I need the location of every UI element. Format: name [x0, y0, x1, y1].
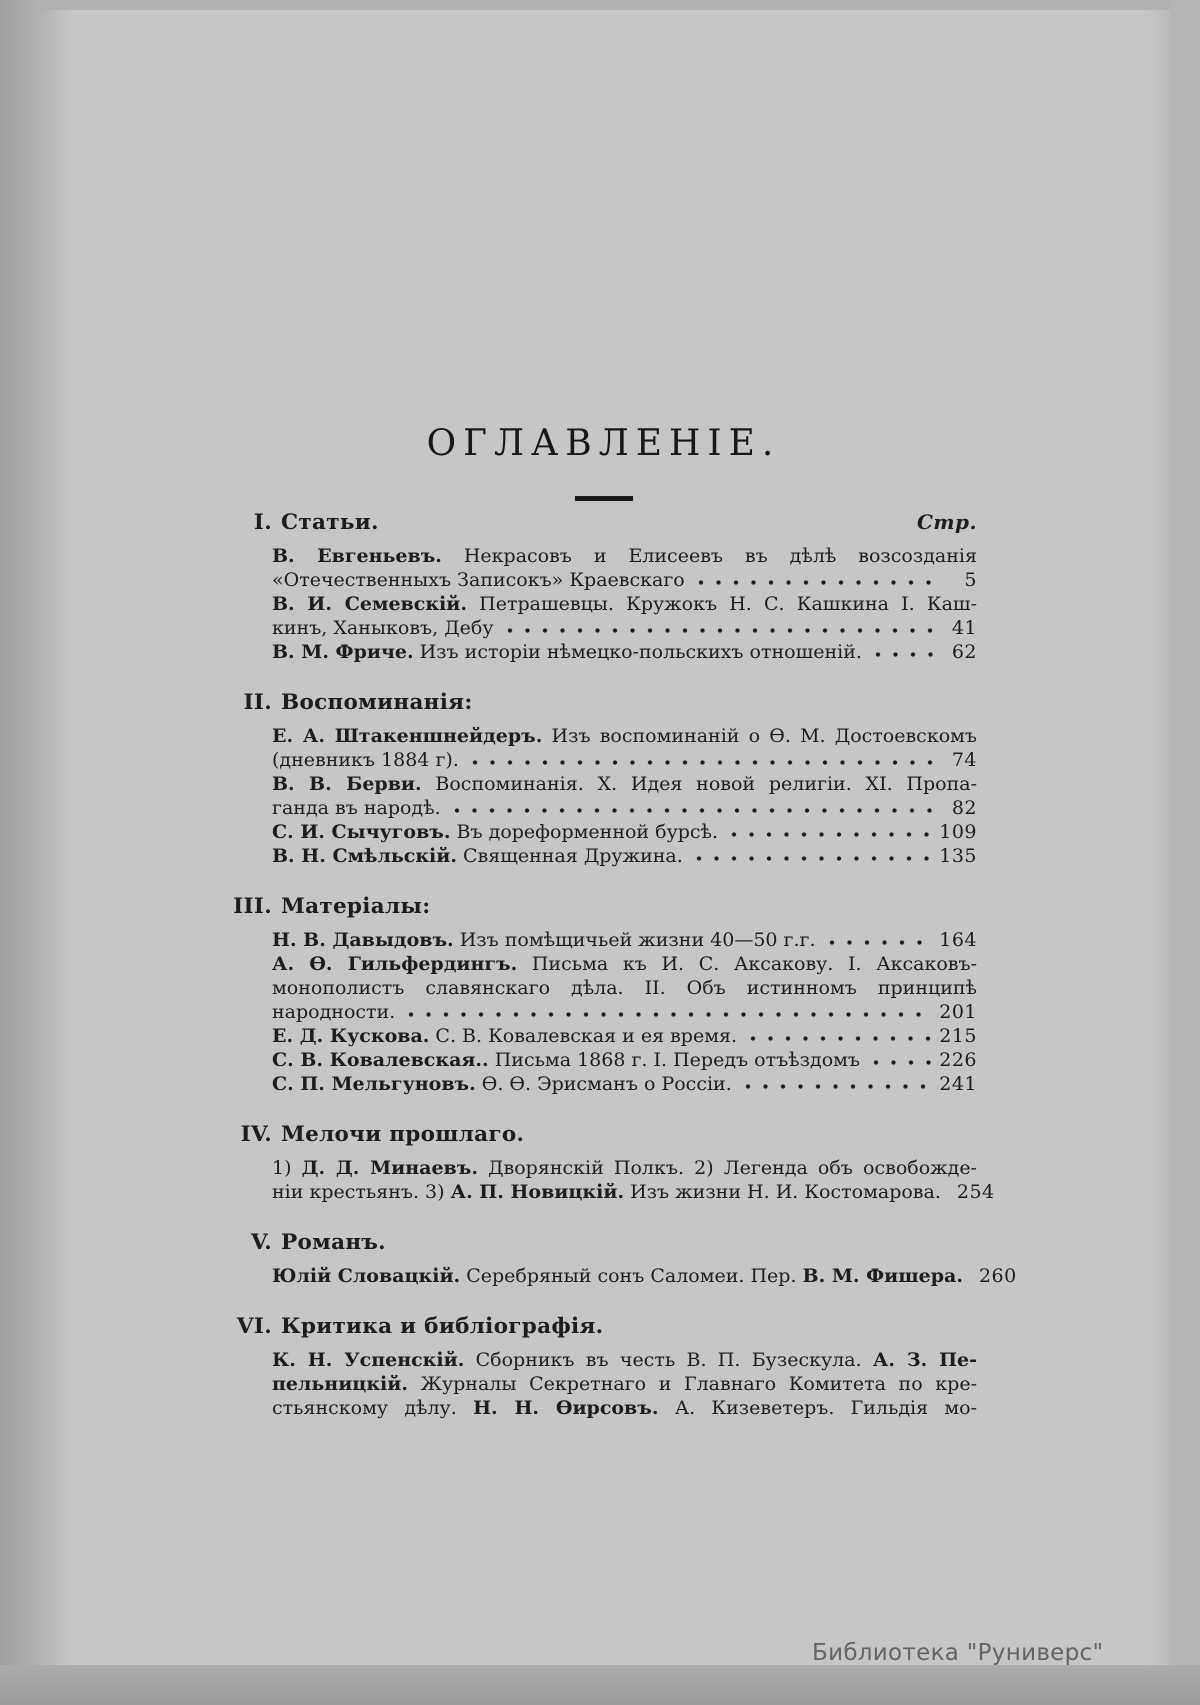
toc-line-text	[272, 1349, 977, 1371]
entry-text: монополистъ славянскаго дѣла. II. Объ истинномъ принципѣ	[272, 977, 977, 999]
author-name: Н. В. Давыдовъ.	[272, 929, 454, 951]
author-name: В. Н. Смѣльскій.	[272, 845, 457, 867]
section-label: Матеріалы:	[281, 894, 431, 919]
entry-text: Дворянскій Полкъ. 2) Легенда объ освобожде-	[477, 1157, 977, 1179]
page-number: 74	[951, 749, 977, 771]
toc-section	[230, 509, 977, 664]
leader-dots	[403, 1005, 931, 1018]
paper-right-shadow	[1148, 10, 1170, 1665]
section-label: Статьи.	[281, 510, 379, 535]
toc-line	[272, 1180, 995, 1204]
library-watermark: Библиотека "Руниверс"	[812, 1640, 1104, 1666]
leader-dots	[870, 645, 933, 658]
toc-line	[272, 640, 977, 664]
leader-dots	[745, 1029, 931, 1042]
entry-text: Изъ помѣщичьей жизни 40—50 г.г.	[453, 929, 816, 951]
leader-dots	[740, 1077, 931, 1090]
scan-edge-top	[0, 0, 1200, 10]
leader-dots	[449, 801, 933, 814]
author-name: пельницкій.	[272, 1373, 408, 1395]
leader-dots	[691, 849, 931, 862]
author-name: К. Н. Успенскій.	[272, 1349, 465, 1371]
toc-line	[272, 1048, 977, 1072]
page-content	[230, 10, 1017, 1420]
toc-section	[230, 893, 977, 1096]
toc-line-text	[272, 928, 816, 952]
author-name: С. П. Мельгуновъ.	[272, 1073, 476, 1095]
section-entries	[230, 1348, 977, 1420]
section-entries	[230, 1264, 1017, 1288]
author-name: С. В. Ковалевская..	[272, 1049, 489, 1071]
page-number: 109	[939, 821, 977, 843]
toc-line	[272, 796, 977, 820]
toc-line	[272, 928, 977, 952]
entry-text: Священная Дружина.	[456, 845, 683, 867]
author-name: А. П. Новицкій.	[450, 1181, 625, 1203]
toc-line-text	[272, 593, 977, 615]
toc-line	[272, 568, 977, 592]
entry-text: С. В. Ковалевская и ея время.	[429, 1025, 738, 1047]
toc-line-text	[272, 1048, 860, 1072]
entry-text: Петрашевцы. Кружокъ Н. С. Кашкина І. Каш-	[466, 593, 977, 615]
entry-text: (дневникъ 1884 г).	[272, 749, 459, 771]
leader-dots	[467, 753, 933, 766]
page-number: 260	[978, 1265, 1017, 1287]
scan-edge-right	[1170, 0, 1200, 1705]
entry-text: 1)	[272, 1157, 302, 1179]
toc-line	[272, 616, 977, 640]
leader-dots	[693, 573, 933, 586]
entry-text: Ѳ. Ѳ. Эрисманъ о Россіи.	[475, 1073, 732, 1095]
page-number: 41	[951, 617, 977, 639]
leader-dots	[502, 621, 934, 634]
toc-line-text	[272, 820, 718, 844]
author-name: С. И. Сычуговъ.	[272, 821, 451, 843]
toc-line-text	[272, 640, 862, 664]
section-heading	[230, 1121, 977, 1148]
section-numeral: IV.	[240, 1122, 272, 1147]
scan-edge-left	[0, 0, 38, 1705]
author-name: Д. Д. Минаевъ.	[301, 1157, 478, 1179]
page-number: 82	[951, 797, 977, 819]
section-entries	[230, 928, 977, 1096]
page-number: 135	[939, 845, 977, 867]
toc-line	[272, 1072, 977, 1096]
toc-line	[272, 844, 977, 868]
scan-edge-bottom	[0, 1665, 1200, 1705]
toc-section	[230, 689, 977, 868]
toc-line-text	[272, 748, 459, 772]
section-numeral: III.	[233, 894, 272, 919]
toc-line-text	[272, 977, 977, 999]
table-of-contents	[230, 509, 1017, 1420]
author-name: Е. Д. Кускова.	[272, 1025, 430, 1047]
toc-line	[272, 976, 977, 1000]
entry-text: Письма къ И. С. Аксакову. І. Аксаковъ-	[517, 953, 977, 975]
entry-text: Изъ воспоминаній о Ѳ. М. Достоевскомъ	[542, 725, 977, 747]
entry-text: Воспоминанія. X. Идея новой религіи. XI. Пропа-	[421, 773, 977, 795]
toc-line-text	[272, 773, 977, 795]
page-number: 201	[939, 1001, 977, 1023]
author-name: Н. Н. Ѳирсовъ.	[473, 1397, 659, 1419]
section-numeral: VI.	[236, 1314, 272, 1339]
toc-line	[272, 1348, 977, 1372]
entry-text: Сборникъ въ честь В. П. Бузескула.	[464, 1349, 873, 1371]
toc-line	[272, 544, 977, 568]
entry-text: ніи крестьянъ. 3)	[272, 1181, 451, 1203]
toc-line	[272, 1372, 977, 1396]
page-column-header: Стр.	[916, 510, 977, 534]
section-entries	[230, 724, 977, 868]
toc-line-text	[272, 1024, 737, 1048]
section-label: Романъ.	[281, 1230, 386, 1255]
section-heading	[230, 1313, 977, 1340]
toc-line	[272, 772, 977, 796]
entry-text: Журналы Секретнаго и Главнаго Комитета по кре-	[407, 1373, 977, 1395]
section-heading	[230, 893, 977, 920]
entry-text: Письма 1868 г. І. Передъ отъѣздомъ	[488, 1049, 860, 1071]
leader-dots	[824, 933, 932, 946]
author-name: В. В. Берви.	[272, 773, 422, 795]
toc-line	[272, 748, 977, 772]
toc-line-text	[272, 616, 494, 640]
toc-line-text	[272, 1157, 977, 1179]
paper-left-shadow	[38, 10, 72, 1665]
section-label: Воспоминанія:	[281, 690, 473, 715]
entry-text: «Отечественныхъ Записокъ» Краевскаго	[272, 569, 685, 591]
toc-line-text	[272, 568, 685, 592]
author-name: В. Евгеньевъ.	[272, 545, 442, 567]
toc-line	[272, 1396, 977, 1420]
toc-line-text	[272, 1264, 963, 1288]
toc-line	[272, 1024, 977, 1048]
author-name: В. М. Фишера.	[802, 1265, 963, 1287]
toc-line-text	[272, 1000, 395, 1024]
entry-text: Изъ жизни Н. И. Костомарова.	[624, 1181, 941, 1203]
page-number: 254	[956, 1181, 995, 1203]
toc-line-text	[272, 1373, 977, 1395]
entry-text: кинъ, Ханыковъ, Дебу	[272, 617, 494, 639]
page-number: 226	[939, 1049, 977, 1071]
toc-section	[230, 1313, 977, 1420]
toc-line-text	[272, 953, 977, 975]
entry-text: А. Кизеветеръ. Гильдія мо-	[658, 1397, 977, 1419]
toc-line-text	[272, 844, 683, 868]
toc-section	[230, 1121, 995, 1204]
toc-line	[272, 952, 977, 976]
section-entries	[230, 1156, 995, 1204]
page-number: 5	[964, 569, 977, 591]
page-title: ОГЛАВЛЕНІЕ.	[426, 423, 781, 464]
entry-text: Серебряный сонъ Саломеи. Пер.	[460, 1265, 803, 1287]
toc-line-text	[272, 1180, 941, 1204]
toc-line	[272, 820, 977, 844]
toc-line	[272, 1000, 977, 1024]
section-heading	[230, 509, 977, 536]
entry-text: ганда въ народѣ.	[272, 797, 441, 819]
page-number: 241	[939, 1073, 977, 1095]
author-name: А. З. Пе-	[872, 1349, 977, 1371]
leader-dots	[726, 825, 931, 838]
author-name: Е. А. Штакеншнейдеръ.	[272, 725, 543, 747]
toc-line	[272, 1264, 1017, 1288]
page-number: 215	[939, 1025, 977, 1047]
entry-text: Изъ исторіи нѣмецко-польскихъ отношеній.	[413, 641, 862, 663]
page-number: 164	[939, 929, 977, 951]
leader-dots	[868, 1053, 931, 1066]
section-label: Мелочи прошлаго.	[281, 1122, 525, 1147]
entry-text: стьянскому дѣлу.	[272, 1397, 474, 1419]
toc-line-text	[272, 725, 977, 747]
author-name: В. М. Фриче.	[272, 641, 414, 663]
toc-line-text	[272, 545, 977, 567]
entry-text: Некрасовъ и Елисеевъ въ дѣлѣ возсозданія	[441, 545, 977, 567]
author-name: Юлій Словацкій.	[272, 1265, 461, 1287]
entry-text: народности.	[272, 1001, 396, 1023]
toc-line-text	[272, 1397, 977, 1419]
title-divider-rule	[575, 496, 633, 501]
toc-line	[272, 724, 977, 748]
author-name: В. И. Семевскій.	[272, 593, 467, 615]
toc-line	[272, 592, 977, 616]
toc-line	[272, 1156, 977, 1180]
section-numeral: I.	[253, 510, 272, 535]
author-name: А. Ѳ. Гильфердингъ.	[272, 953, 518, 975]
section-heading	[230, 1229, 977, 1256]
toc-section	[230, 1229, 1017, 1288]
page-number: 62	[951, 641, 977, 663]
toc-line-text	[272, 1072, 732, 1096]
section-label: Критика и библіографія.	[281, 1314, 604, 1339]
section-heading	[230, 689, 977, 716]
entry-text: Въ дореформенной бурсѣ.	[450, 821, 719, 843]
section-numeral: II.	[243, 690, 272, 715]
toc-line-text	[272, 796, 441, 820]
section-entries	[230, 544, 977, 664]
section-numeral: V.	[250, 1230, 272, 1255]
